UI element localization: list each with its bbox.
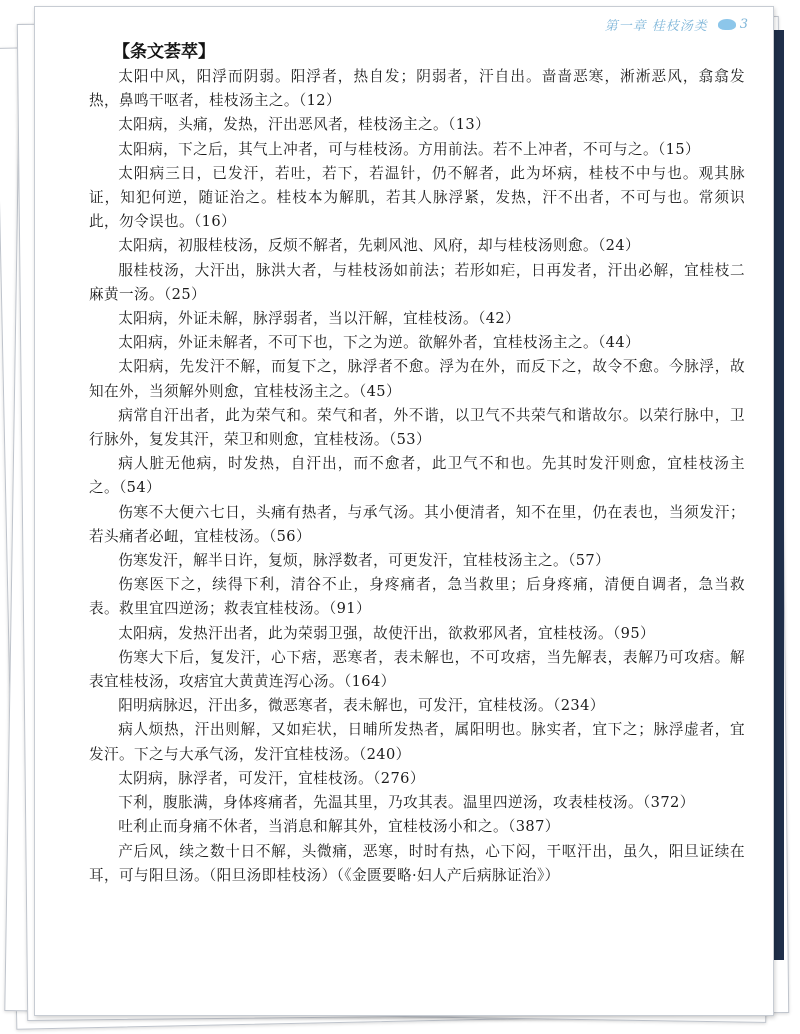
paragraph-19: 太阴病，脉浮者，可发汗，宜桂枝汤。（276）	[118, 769, 425, 787]
paragraph-2: 太阳病，头痛，发热，汗出恶风者，桂枝汤主之。（13）	[118, 116, 491, 134]
body-text	[89, 65, 745, 888]
page-mark: 3	[739, 17, 749, 32]
paragraph-21: 吐利止而身痛不休者，当消息和解其外，宜桂枝汤小和之。（387）	[118, 818, 560, 836]
paragraph-5: 太阳病，初服桂枝汤，反烦不解者，先刺风池、风府，却与桂枝汤则愈。（24）	[118, 237, 641, 255]
paragraph-15: 太阳病，发热汗出者，此为荣弱卫强，故使汗出，欲救邪风者，宜桂枝汤。（95）	[118, 624, 656, 642]
paragraph-16: 伤寒大下后，复发汗，心下痞，恶寒者，表未解也，不可攻痞，当先解表，表解乃可攻痞。解表宜桂枝汤，攻痞宜大黄黄连泻心汤。（164）	[89, 648, 745, 691]
paragraph-6: 服桂枝汤，大汗出，脉洪大者，与桂枝汤如前法；若形如疟，日再发者，汗出必解，宜桂枝二麻黄一汤。（25）	[89, 261, 745, 303]
paragraph-12: 伤寒不大便六七日，头痛有热者，与承气汤。其小便清者，知不在里，仍在表也，当须发汗；若头痛者必衄，宜桂枝汤。（56）	[89, 503, 745, 545]
paragraph-13: 伤寒发汗，解半日许，复烦，脉浮数者，可更发汗，宜桂枝汤主之。（57）	[118, 552, 611, 570]
book-page	[34, 6, 774, 1016]
bird-icon	[718, 19, 736, 30]
running-head	[605, 15, 749, 34]
paragraph-10: 病常自汗出者，此为荣气和。荣气和者，外不谐，以卫气不共荣气和谐故尔。以荣行脉中，卫行脉外，复发其汗，荣卫和则愈，宜桂枝汤。（53）	[89, 406, 745, 449]
paragraph-8: 太阳病，外证未解者，不可下也，下之为逆。欲解外者，宜桂枝汤主之。（44）	[118, 334, 641, 352]
paragraph-3: 太阳病，下之后，其气上冲者，可与桂枝汤。方用前法。若不上冲者，不可与之。（15）	[118, 140, 701, 158]
paragraph-1: 太阳中风，阳浮而阴弱。阳浮者，热自发；阴弱者，汗自出。啬啬恶寒，淅淅恶风，翕翕发热，鼻鸣干呕者，桂枝汤主之。（12）	[89, 68, 745, 110]
paragraph-4: 太阳病三日，已发汗，若吐，若下，若温针，仍不解者，此为坏病，桂枝不中与也。观其脉证，知犯何逆，随证治之。桂枝本为解肌，若其人脉浮紧，发热，汗不出者，不可与也。常须识此，勿令误也。（16）	[89, 164, 745, 231]
paragraph-14: 伤寒医下之，续得下利，清谷不止，身疼痛者，急当救里；后身疼痛，清便自调者，急当救表。救里宜四逆汤；救表宜桂枝汤。（91）	[89, 576, 745, 618]
paragraph-9: 太阳病，先发汗不解，而复下之，脉浮者不愈。浮为在外，而反下之，故令不愈。今脉浮，故知在外，当须解外则愈，宜桂枝汤主之。（45）	[89, 358, 745, 400]
paragraph-7: 太阳病，外证未解，脉浮弱者，当以汗解，宜桂枝汤。（42）	[118, 310, 521, 328]
paragraph-17: 阳明病脉迟，汗出多，微恶寒者，表未解也，可发汗，宜桂枝汤。（234）	[118, 697, 605, 715]
running-head-text: 第一章 桂枝汤类	[604, 19, 708, 34]
section-title: 【条文荟萃】	[113, 42, 215, 62]
paragraph-11: 病人脏无他病，时发热，自汗出，而不愈者，此卫气不和也。先其时发汗则愈，宜桂枝汤主之。（54）	[89, 455, 745, 497]
paragraph-18: 病人烦热，汗出则解，又如疟状，日晡所发热者，属阳明也。脉实者，宜下之；脉浮虚者，宜发汗。下之与大承气汤，发汗宜桂枝汤。（240）	[89, 721, 745, 763]
paragraph-22: 产后风，续之数十日不解，头微痛，恶寒，时时有热，心下闷，干呕汗出，虽久，阳旦证续在耳，可与阳旦汤。（阳旦汤即桂枝汤）（《金匮要略·妇人产后病脉证治》）	[89, 842, 745, 884]
paragraph-20: 下利，腹胀满，身体疼痛者，先温其里，乃攻其表。温里四逆汤，攻表桂枝汤。（372）	[118, 794, 695, 812]
